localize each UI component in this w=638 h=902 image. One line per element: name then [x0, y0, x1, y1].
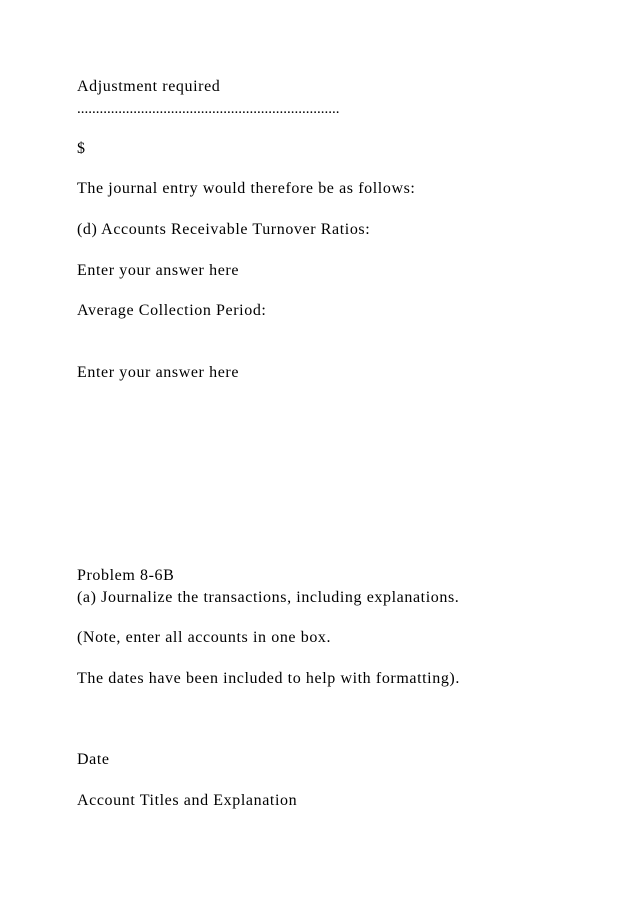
- dollar-sign: $: [77, 140, 86, 157]
- journal-entry-text: The journal entry would therefore be as follows:: [77, 180, 416, 197]
- problem-title: Problem 8-6B: [77, 567, 175, 584]
- date-column-header: Date: [77, 751, 110, 768]
- note-text: (Note, enter all accounts in one box.: [77, 629, 332, 646]
- account-titles-column-header: Account Titles and Explanation: [77, 792, 298, 809]
- answer-placeholder-turnover: Enter your answer here: [77, 262, 240, 279]
- dates-text: The dates have been included to help with formatting).: [77, 670, 460, 687]
- average-collection-label: Average Collection Period:: [77, 302, 267, 319]
- part-d-heading: (d) Accounts Receivable Turnover Ratios:: [77, 221, 371, 238]
- dotted-leader: ......................................................................: [77, 101, 340, 117]
- part-a-instruction: (a) Journalize the transactions, including explanations.: [77, 589, 460, 606]
- answer-placeholder-collection: Enter your answer here: [77, 364, 240, 381]
- adjustment-required-label: Adjustment required: [77, 78, 221, 95]
